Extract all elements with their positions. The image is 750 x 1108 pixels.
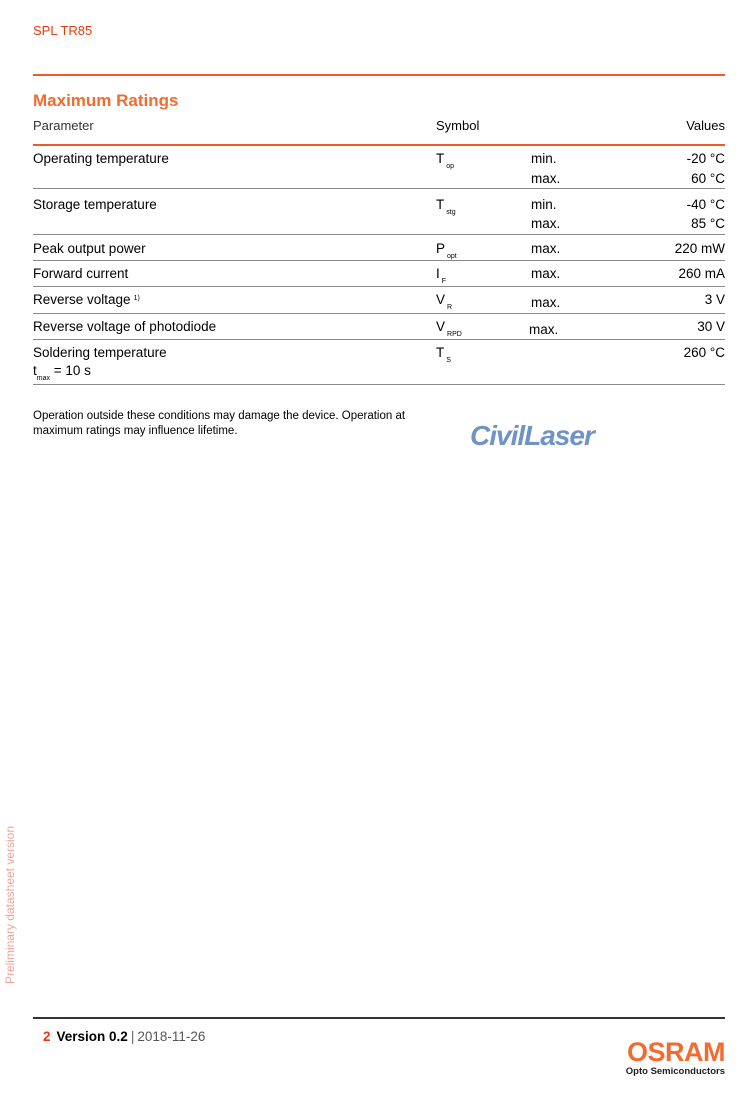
condition-subscript: max [36,375,50,382]
table-row [33,340,725,385]
symbol-letter: T [436,197,445,212]
symbol-letter: V [436,319,446,334]
parameter-cell: Operating temperature [33,151,169,166]
parameter-cell: Peak output power [33,241,146,256]
kind-cell: min. [531,151,557,166]
release-date: 2018-11-26 [137,1029,206,1044]
column-header-parameter: Parameter [33,118,94,133]
section-title: Maximum Ratings [33,91,179,110]
value-cell: 30 V [697,319,725,334]
kind-cell: max. [529,322,559,337]
value-cell: 3 V [704,292,725,307]
symbol-letter: P [436,241,446,256]
kind-cell: min. [531,197,557,212]
kind-cell: max. [531,266,561,281]
table-row [33,147,725,189]
column-header-values: Values [686,118,725,133]
symbol-cell [436,319,462,338]
symbol-letter: T [436,151,445,166]
symbol-cell [436,266,446,285]
condition-symbol: t [33,363,37,378]
logo-tagline: Opto Semiconductors [625,1066,725,1077]
symbol-subscript: R [447,304,453,311]
symbol-letter: T [436,345,445,360]
column-header-symbol: Symbol [436,118,480,133]
value-cell: 260 °C [683,345,725,360]
symbol-letter: V [436,292,446,307]
parameter-text: Reverse voltage [33,292,131,307]
header-divider [33,74,725,76]
kind-cell: max. [531,241,561,256]
logo-brand: OSRAM [627,1037,725,1067]
symbol-subscript: S [446,357,451,364]
footer-divider [33,1017,725,1019]
table-row [33,235,725,261]
parameter-cell: Forward current [33,266,129,281]
parameter-cell: Soldering temperature [33,345,167,360]
footer [43,1029,205,1044]
table-header-divider [33,144,725,146]
side-label: Preliminary datasheet version [3,825,17,985]
value-cell: 60 °C [691,171,725,186]
value-cell: -20 °C [686,151,725,166]
ratings-table [33,147,725,385]
condition-cell [33,363,91,382]
page-number: 2 [43,1029,51,1044]
ratings-note: Operation outside these conditions may damage the device. Operation at maximum ratings may influence lifetime. [33,410,406,437]
osram-logo [626,1038,725,1077]
kind-cell: max. [531,295,561,310]
parameter-cell: Reverse voltage of photodiode [33,319,217,334]
condition-value: = 10 s [50,363,91,378]
kind-cell: max. [531,216,561,231]
symbol-cell [436,345,451,364]
document-id: SPL TR85 [33,23,93,38]
symbol-cell [436,197,456,216]
symbol-cell [436,151,454,170]
symbol-subscript: stg [446,209,456,216]
symbol-subscript: RPD [447,331,462,338]
value-cell: 220 mW [674,241,725,256]
parameter-cell [33,292,140,307]
table-row [33,287,725,314]
table-header [33,118,725,144]
version-label: Version 0.2 [56,1029,128,1044]
table-row [33,261,725,287]
footnote-marker[interactable]: 1) [133,295,140,302]
symbol-subscript: F [441,278,447,285]
symbol-subscript: opt [447,253,457,260]
value-cell: 85 °C [691,216,725,231]
watermark-logo: CivilLaser [470,420,594,451]
table-row [33,314,725,340]
value-cell: -40 °C [686,197,725,212]
parameter-cell: Storage temperature [33,197,157,212]
value-cell: 260 mA [678,266,725,281]
table-row [33,189,725,235]
footer-separator: | [130,1029,135,1044]
symbol-cell [436,241,457,260]
symbol-letter: I [436,266,440,281]
symbol-subscript: op [446,163,455,170]
kind-cell: max. [531,171,561,186]
symbol-cell [436,292,452,311]
